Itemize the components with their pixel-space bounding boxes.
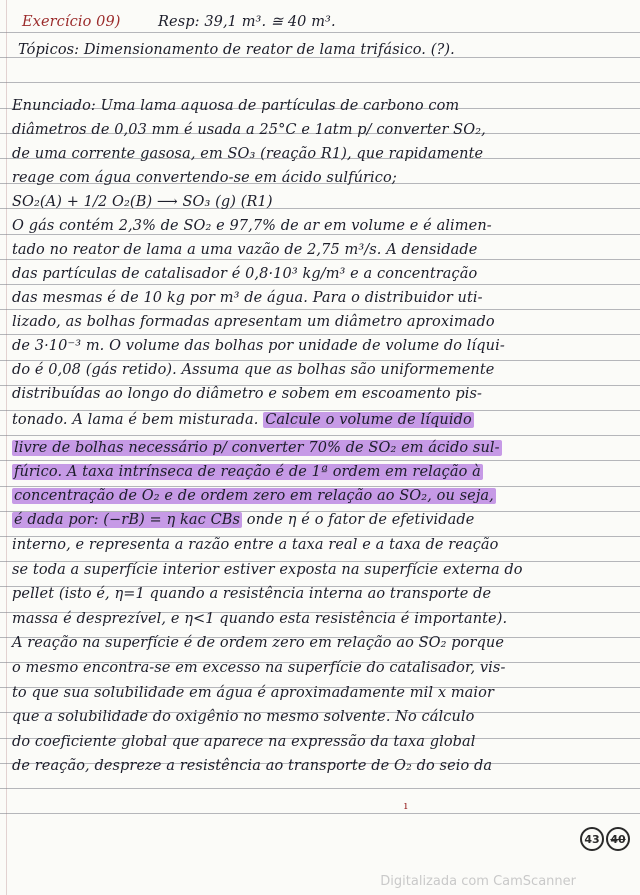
ruled-line bbox=[0, 32, 640, 33]
exercise-label: Exercício 09) bbox=[22, 14, 121, 30]
statement-line: to que sua solubilidade em água é aproximadamente mil x maior bbox=[12, 684, 495, 701]
statement-line: O gás contém 2,3% de SO₂ e 97,7% de ar em volume e é alimen- bbox=[12, 218, 492, 234]
crossed-page-number: 40 bbox=[606, 827, 630, 851]
ruled-line bbox=[0, 435, 640, 436]
statement-line: SO₂(A) + 1/2 O₂(B) ⟶ SO₃ (g) (R1) bbox=[12, 194, 273, 210]
ruled-line bbox=[0, 334, 640, 335]
statement-line-14-text: tonado. A lama é bem misturada. bbox=[12, 412, 259, 428]
page-number: 43 bbox=[580, 827, 604, 851]
ruled-line bbox=[0, 82, 640, 83]
scanner-watermark: Digitalizada com CamScanner bbox=[380, 874, 576, 889]
statement-line: de 3·10⁻³ m. O volume das bolhas por unidade de volume do líqui- bbox=[12, 338, 505, 354]
statement-line: distribuídas ao longo do diâmetro e sobem em escoamento pis- bbox=[12, 386, 483, 402]
highlighted-line-2 bbox=[12, 464, 483, 480]
ruled-line bbox=[0, 284, 640, 285]
answer-text: Resp: 39,1 m³. ≅ 40 m³. bbox=[158, 14, 336, 30]
ruled-line bbox=[0, 486, 640, 487]
ink-mark: ı bbox=[404, 799, 408, 812]
statement-line: das partículas de catalisador é 0,8·10³ kg/m³ e a concentração bbox=[12, 266, 478, 282]
statement-line: diâmetros de 0,03 mm é usada a 25°C e 1atm p/ converter SO₂, bbox=[12, 122, 486, 138]
statement-line: do coeficiente global que aparece na expressão da taxa global bbox=[12, 733, 476, 750]
highlighted-text: fúrico. A taxa intrínseca de reação é de 1ª ordem em relação à bbox=[14, 464, 481, 480]
statement-line: de uma corrente gasosa, em SO₃ (reação R1), que rapidamente bbox=[12, 146, 484, 162]
ruled-line bbox=[0, 309, 640, 310]
statement-line: A reação na superfície é de ordem zero em relação ao SO₂ porque bbox=[12, 635, 505, 652]
ruled-line bbox=[0, 813, 640, 814]
topics-line: Tópicos: Dimensionamento de reator de lama trifásico. (?). bbox=[18, 42, 455, 58]
highlighted-text: Calcule o volume de líquido bbox=[265, 412, 472, 428]
statement-line: interno, e representa a razão entre a taxa real e a taxa de reação bbox=[12, 537, 499, 553]
statement-line: de reação, despreze a resistência ao transporte de O₂ do seio da bbox=[12, 758, 493, 775]
statement-line-14 bbox=[12, 412, 474, 428]
margin-line bbox=[6, 0, 7, 895]
statement-line: reage com água convertendo-se em ácido sulfúrico; bbox=[12, 170, 397, 186]
statement-line: pellet (isto é, η=1 quando a resistência interna ao transporte de bbox=[12, 586, 492, 603]
statement-line: massa é desprezível, e η<1 quando esta resistência é importante). bbox=[12, 610, 508, 627]
ruled-line bbox=[0, 360, 640, 361]
statement-line: o mesmo encontra-se em excesso na superfície do catalisador, vis- bbox=[12, 660, 506, 676]
ruled-line bbox=[0, 788, 640, 789]
statement-line: do é 0,08 (gás retido). Assuma que as bolhas são uniformemente bbox=[12, 362, 495, 378]
rate-expression-line bbox=[12, 512, 474, 528]
ruled-line bbox=[0, 460, 640, 461]
highlighted-line-3 bbox=[12, 488, 496, 504]
ruled-line bbox=[0, 410, 640, 411]
highlighted-text: é dada por: (−rB) = η kac CBs bbox=[14, 512, 241, 528]
highlighted-text: concentração de O₂ e de ordem zero em relação ao SO₂, ou seja, bbox=[14, 488, 494, 504]
ruled-line bbox=[0, 259, 640, 260]
highlighted-line-1 bbox=[12, 440, 502, 456]
statement-line: lizado, as bolhas formadas apresentam um diâmetro aproximado bbox=[12, 314, 495, 330]
highlighted-text: livre de bolhas necessário p/ converter 70% de SO₂ em ácido sul- bbox=[14, 440, 500, 456]
rate-expression-tail: onde η é o fator de efetividade bbox=[242, 512, 475, 528]
statement-line: Enunciado: Uma lama aquosa de partículas de carbono com bbox=[12, 98, 460, 114]
statement-line: se toda a superfície interior estiver exposta na superfície externa do bbox=[12, 561, 523, 578]
statement-line: que a solubilidade do oxigênio no mesmo solvente. No cálculo bbox=[12, 709, 475, 726]
statement-line: tado no reator de lama a uma vazão de 2,75 m³/s. A densidade bbox=[12, 242, 478, 258]
statement-line: das mesmas é de 10 kg por m³ de água. Para o distribuidor uti- bbox=[12, 290, 483, 306]
